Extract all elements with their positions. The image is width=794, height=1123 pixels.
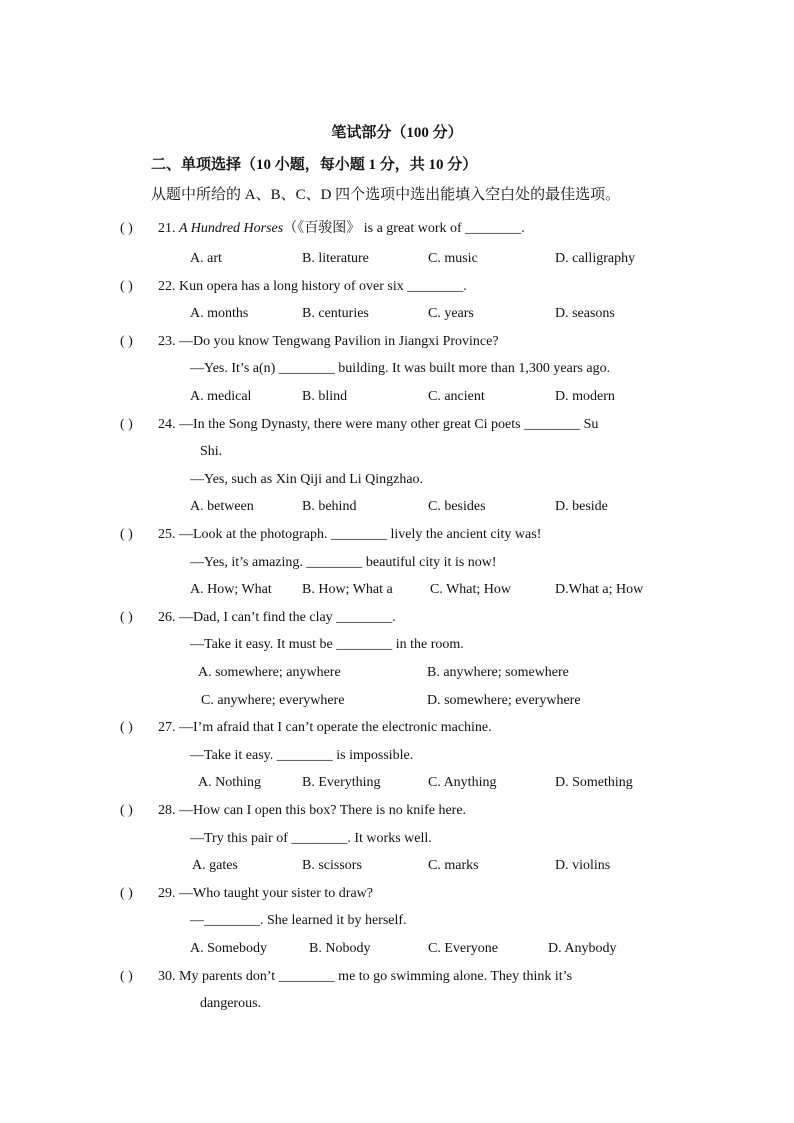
question-number: 23. xyxy=(158,334,176,349)
page-title: 笔试部分（100 分） xyxy=(331,125,463,141)
answer-blank[interactable]: ( ) xyxy=(120,886,133,901)
question-stem: —Dad, I can’t find the clay ________. xyxy=(179,610,396,625)
option-a[interactable]: A. Somebody xyxy=(190,941,267,956)
answer-blank[interactable]: ( ) xyxy=(120,803,133,818)
artwork-title: A Hundred Horses xyxy=(179,221,284,236)
dialogue-line: —________. She learned it by herself. xyxy=(190,913,407,928)
question-number: 29. xyxy=(158,886,176,901)
answer-blank[interactable]: ( ) xyxy=(120,417,133,432)
answer-blank[interactable]: ( ) xyxy=(120,527,133,542)
answer-blank[interactable]: ( ) xyxy=(120,279,133,294)
question-number: 22. xyxy=(158,279,176,294)
instruction-text: 从题中所给的 A、B、C、D 四个选项中选出能填入空白处的最佳选项。 xyxy=(151,187,621,203)
option-b[interactable]: B. Everything xyxy=(302,775,381,790)
answer-blank[interactable]: ( ) xyxy=(120,221,133,236)
option-c[interactable]: C. years xyxy=(428,306,474,321)
answer-blank[interactable]: ( ) xyxy=(120,720,133,735)
answer-blank[interactable]: ( ) xyxy=(120,610,133,625)
dialogue-line: —Yes. It’s a(n) ________ building. It was built more than 1,300 years ago. xyxy=(190,361,611,376)
question-stem: —Look at the photograph. ________ lively the ancient city was! xyxy=(179,527,542,542)
option-d[interactable]: D. violins xyxy=(555,858,611,873)
question-number: 28. xyxy=(158,803,176,818)
option-c[interactable]: C. music xyxy=(428,251,478,266)
question-stem: —How can I open this box? There is no knife here. xyxy=(179,803,467,818)
dialogue-line: —Try this pair of ________. It works well. xyxy=(190,831,432,846)
option-a[interactable]: A. How; What xyxy=(190,582,272,597)
question-stem: —I’m afraid that I can’t operate the electronic machine. xyxy=(179,720,492,735)
option-d[interactable]: D. Something xyxy=(555,775,633,790)
option-a[interactable]: A. gates xyxy=(192,858,238,873)
option-b[interactable]: B. centuries xyxy=(302,306,369,321)
option-a[interactable]: A. somewhere; anywhere xyxy=(198,665,341,680)
section-heading: 二、单项选择（10 小题，每小题 1 分，共 10 分） xyxy=(151,157,478,173)
option-a[interactable]: A. medical xyxy=(190,389,252,404)
question-stem: （《百骏图》 is a great work of ________. xyxy=(283,221,525,236)
option-c[interactable]: C. anywhere; everywhere xyxy=(201,693,345,708)
stem-continuation: Shi. xyxy=(200,444,223,459)
question-stem: My parents don’t ________ me to go swimming alone. They think it’s xyxy=(179,969,573,984)
option-a[interactable]: A. art xyxy=(190,251,222,266)
question-number: 30. xyxy=(158,969,176,984)
option-b[interactable]: B. Nobody xyxy=(309,941,371,956)
option-c[interactable]: C. besides xyxy=(428,499,486,514)
option-d[interactable]: D. beside xyxy=(555,499,608,514)
option-d[interactable]: D.What a; How xyxy=(555,582,644,597)
question-stem: —Do you know Tengwang Pavilion in Jiangxi Province? xyxy=(179,334,499,349)
dialogue-line: —Yes, such as Xin Qiji and Li Qingzhao. xyxy=(190,472,424,487)
option-c[interactable]: C. marks xyxy=(428,858,479,873)
question-number: 27. xyxy=(158,720,176,735)
option-d[interactable]: D. modern xyxy=(555,389,615,404)
option-c[interactable]: C. What; How xyxy=(430,582,512,597)
dialogue-line: —Yes, it’s amazing. ________ beautiful city it is now! xyxy=(190,555,497,570)
option-b[interactable]: B. How; What a xyxy=(302,582,393,597)
option-a[interactable]: A. between xyxy=(190,499,254,514)
option-c[interactable]: C. ancient xyxy=(428,389,485,404)
option-a[interactable]: A. Nothing xyxy=(198,775,261,790)
question-stem: —In the Song Dynasty, there were many other great Ci poets ________ Su xyxy=(179,417,599,432)
option-b[interactable]: B. scissors xyxy=(302,858,362,873)
option-c[interactable]: C. Everyone xyxy=(428,941,498,956)
question-number: 26. xyxy=(158,610,176,625)
option-a[interactable]: A. months xyxy=(190,306,249,321)
question-number: 24. xyxy=(158,417,176,432)
dialogue-line: —Take it easy. ________ is impossible. xyxy=(190,748,414,763)
option-d[interactable]: D. seasons xyxy=(555,306,615,321)
dialogue-line: —Take it easy. It must be ________ in the room. xyxy=(190,637,464,652)
option-b[interactable]: B. anywhere; somewhere xyxy=(427,665,569,680)
option-b[interactable]: B. literature xyxy=(302,251,369,266)
option-d[interactable]: D. calligraphy xyxy=(555,251,636,266)
answer-blank[interactable]: ( ) xyxy=(120,969,133,984)
stem-continuation: dangerous. xyxy=(200,996,262,1011)
question-stem: —Who taught your sister to draw? xyxy=(179,886,374,901)
option-c[interactable]: C. Anything xyxy=(428,775,497,790)
option-d[interactable]: D. somewhere; everywhere xyxy=(427,693,581,708)
option-d[interactable]: D. Anybody xyxy=(548,941,617,956)
question-number: 25. xyxy=(158,527,176,542)
answer-blank[interactable]: ( ) xyxy=(120,334,133,349)
question-number: 21. xyxy=(158,221,176,236)
option-b[interactable]: B. behind xyxy=(302,499,357,514)
question-stem: Kun opera has a long history of over six ________. xyxy=(179,279,467,294)
option-b[interactable]: B. blind xyxy=(302,389,348,404)
